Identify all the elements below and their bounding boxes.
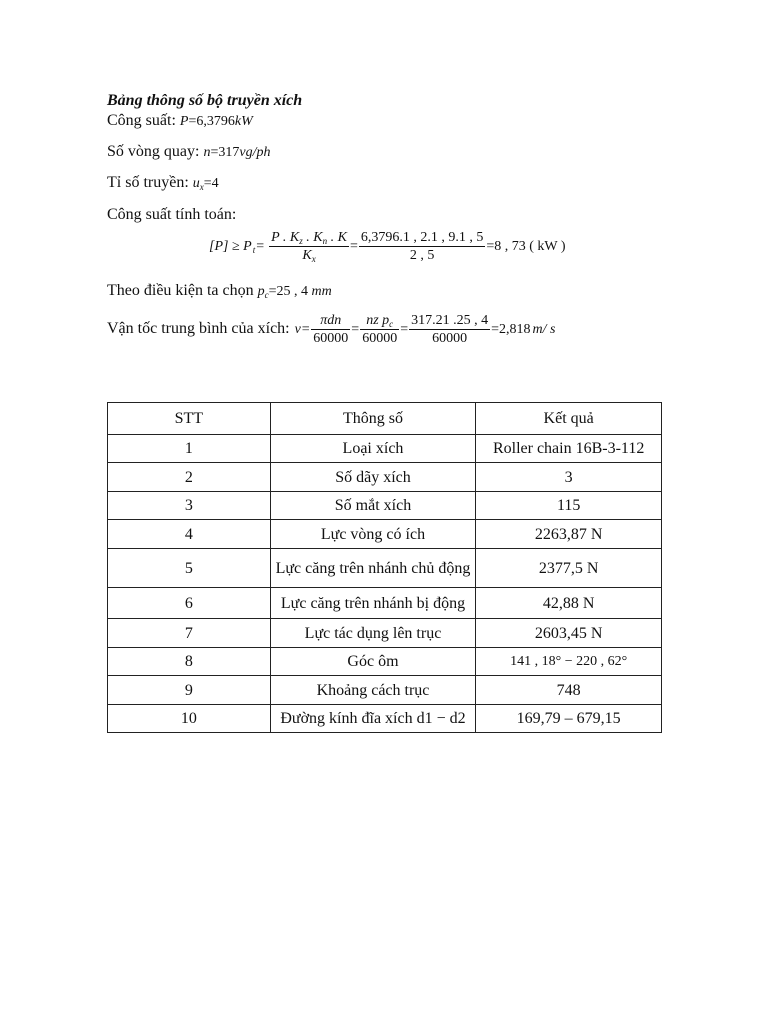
ratio-var: u (192, 176, 200, 191)
pitch-label: Theo điều kiện ta chọn (107, 282, 254, 299)
header-parameter: Thông số (270, 403, 476, 435)
parameters-table (107, 402, 662, 733)
ratio-sub: x (199, 182, 204, 192)
document-body (107, 91, 662, 349)
ratio-value: =4 (203, 176, 219, 191)
speed-line (107, 142, 662, 162)
table-row: 8 Góc ôm 141 , 18° − 220 , 62° (108, 648, 662, 676)
velocity-label: Vận tốc trung bình của xích: (107, 320, 290, 337)
table-row: 4 Lực vòng có ích 2263,87 N (108, 520, 662, 549)
calc-frac-numeric: $\frac{6,3796.1 , 2.1 , 9.1 , 5}{2 , 5}$ (360, 230, 484, 263)
speed-var: n (203, 145, 211, 160)
calc-lhs: [P] ≥ P (209, 239, 252, 255)
header-stt: STT (108, 403, 271, 435)
calc-result: =8 , 73 ( kW ) (486, 239, 566, 255)
table-row: 9 Khoảng cách trục 748 (108, 676, 662, 705)
ratio-line (107, 173, 662, 193)
heading: Bảng thông số bộ truyền xích (107, 92, 303, 109)
ratio-label: Tỉ số truyền: (107, 174, 189, 191)
speed-label: Số vòng quay: (107, 143, 200, 160)
velocity-frac-1: $\frac{\text{πdn}}{60000}$ (313, 312, 349, 346)
velocity-frac-3: $\frac{317.21 .25 , 4}{60000}$ (411, 312, 489, 346)
pitch-line: Theo điều kiện ta chọn $p_c=25$ , 4 mm (107, 282, 332, 300)
table-row: 5 Lực căng trên nhánh chủ động 2377,5 N (108, 549, 662, 588)
calc-frac-symbolic: $\frac{P . K_z . K_n . K}{K_x}$ (271, 230, 347, 264)
velocity-frac-2: $\frac{nz p_c}{60000}$ (362, 312, 398, 346)
power-var: P (179, 114, 189, 129)
speed-value: =317 (210, 145, 240, 160)
power-label: Công suất: (107, 112, 176, 129)
header-result: Kết quả (476, 403, 662, 435)
table-row: 10 Đường kính đĩa xích d1 − d2 169,79 – 679,15 (108, 705, 662, 733)
power-value: =6,3796 (188, 114, 235, 129)
table-row: 3 Số mắt xích 115 (108, 492, 662, 520)
speed-unit: vg/ph (239, 145, 271, 160)
table-row: 6 Lực căng trên nhánh bị động 42,88 N (108, 588, 662, 619)
velocity-line: Vận tốc trung bình của xích: v= $\frac{\text{πdn}}{60000}$ = $\frac{nz p_c}{60000}$ = $\frac{317.21 .25 , 4}{60000}$ =2,818 m/ s (107, 312, 556, 346)
power-unit: kW (234, 114, 253, 129)
power-line (107, 111, 662, 131)
table-row: 2 Số dãy xích 3 (108, 463, 662, 492)
calc-power-equation: $[P] \ge P_t=$ $\frac{P . K_z . K_n . K}{K_x}$ = $\frac{6,3796.1 , 2.1 , 9.1 , 5}{2 , 5}$ =8 , 73 ( kW ) (209, 230, 566, 264)
table-row: 1 Loại xích Roller chain 16B-3-112 (108, 435, 662, 463)
table-header-row (108, 403, 662, 435)
table-row: 7 Lực tác dụng lên trục 2603,45 N (108, 619, 662, 648)
calc-power-label: Công suất tính toán: (107, 206, 237, 223)
